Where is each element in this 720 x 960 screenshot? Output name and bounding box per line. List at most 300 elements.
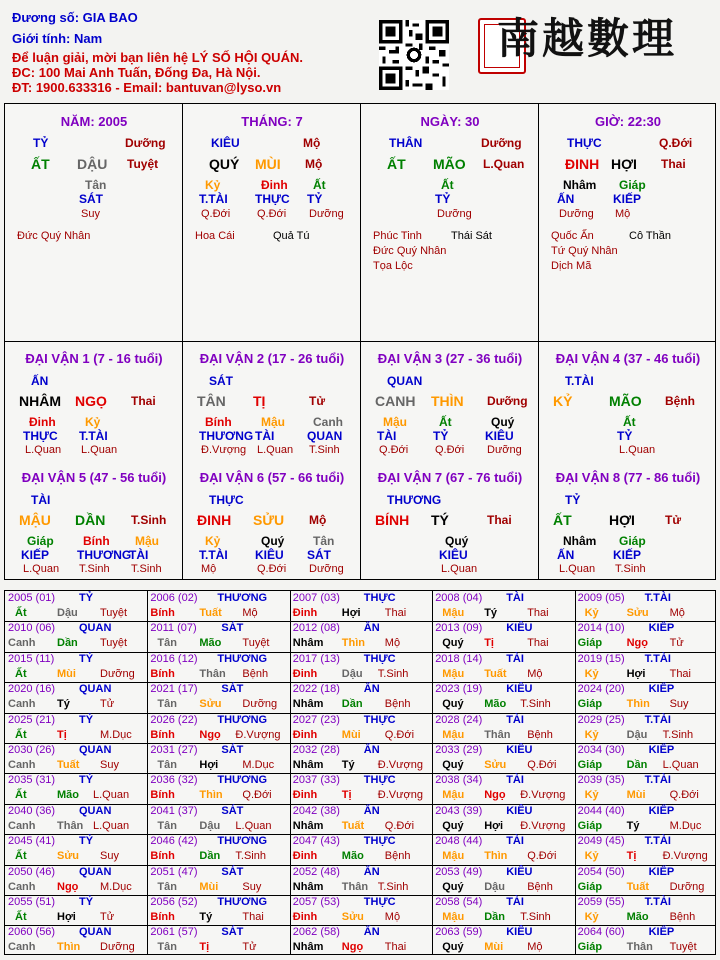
year-stem: Quý — [442, 819, 464, 832]
pillar-stage: Dưỡng — [481, 136, 522, 150]
year-stage: Đ.Vượng — [377, 789, 423, 802]
special-star: Hoa Cái — [195, 230, 235, 242]
year-label: 2016 (12) — [150, 652, 198, 665]
annual-year-cell[interactable] — [575, 652, 717, 682]
annual-year-cell[interactable] — [147, 743, 289, 773]
year-ten-god: QUAN — [79, 926, 112, 939]
year-branch: Mão — [199, 637, 222, 650]
year-branch: Hợi — [341, 607, 361, 619]
year-label: 2008 (04) — [435, 592, 483, 604]
pillar-stage: Q.Đới — [659, 136, 693, 150]
year-ten-god: TỶ — [79, 713, 94, 726]
dai-van-ten-god: THỰC — [209, 493, 244, 507]
annual-year-cell[interactable] — [5, 713, 147, 743]
year-ten-god: ẤN — [363, 865, 380, 878]
annual-year-cell[interactable] — [147, 652, 289, 682]
annual-year-cell[interactable] — [5, 621, 147, 651]
year-label: 2026 (22) — [150, 713, 198, 726]
annual-year-cell[interactable] — [290, 743, 432, 773]
dai-van-stage: Dưỡng — [487, 394, 528, 408]
year-ten-god: KIẾP — [648, 744, 675, 756]
annual-year-cell[interactable] — [290, 925, 432, 955]
annual-year-cell[interactable] — [575, 895, 717, 925]
dai-van-stage: T.Sinh — [131, 513, 167, 527]
year-label: 2011 (07) — [150, 622, 197, 635]
year-stage: Bệnh — [384, 698, 411, 711]
year-branch: Mùi — [341, 728, 361, 741]
annual-year-cell[interactable] — [5, 682, 147, 712]
year-stem: Đinh — [292, 728, 318, 741]
year-stage: Dưỡng — [100, 941, 135, 954]
dai-van-cell — [361, 341, 539, 460]
year-branch: Thân — [341, 880, 369, 893]
year-stage: Q.Đới — [669, 789, 699, 802]
year-label: 2037 (33) — [292, 774, 340, 787]
annual-year-cell[interactable] — [575, 682, 717, 712]
annual-year-cell[interactable] — [5, 652, 147, 682]
hidden-stage: Q.Đới — [257, 563, 287, 575]
year-branch: Sửu — [199, 698, 222, 711]
year-stem: Canh — [8, 637, 36, 650]
year-branch: Tuất — [57, 759, 80, 771]
year-stage: Đ.Vượng — [520, 789, 566, 802]
year-stem: Ất — [15, 728, 27, 741]
hidden-ten-god: THƯƠNG — [77, 548, 132, 562]
annual-year-cell[interactable] — [432, 652, 574, 682]
year-stage: Q.Đới — [527, 850, 557, 863]
year-branch: Tị — [199, 941, 210, 954]
pillar-heavenly-stem: QUÝ — [209, 156, 240, 172]
annual-year-cell[interactable] — [432, 865, 574, 895]
year-ten-god: T.TÀI — [644, 896, 671, 908]
year-stage: T.Sinh — [235, 850, 266, 863]
year-ten-god: SÁT — [221, 744, 244, 756]
year-stem: Canh — [8, 698, 36, 711]
dai-van-ten-god: TỶ — [565, 493, 581, 507]
hidden-stem: Kỷ — [205, 534, 221, 548]
year-stem: Ất — [15, 789, 27, 802]
year-ten-god: KIẾP — [648, 865, 675, 878]
dai-van-ten-god: SÁT — [209, 374, 233, 388]
hidden-ten-god: TỶ — [617, 429, 633, 443]
annual-year-cell[interactable] — [290, 865, 432, 895]
year-stem: Mậu — [442, 728, 465, 741]
year-ten-god: KIÊU — [506, 804, 533, 817]
hidden-stem: Tân — [85, 178, 107, 192]
dai-van-ten-god: TÀI — [31, 493, 51, 507]
year-ten-god: ẤN — [363, 926, 380, 939]
year-stem: Kỷ — [584, 728, 599, 741]
pillar-title: NĂM: 2005 — [60, 114, 128, 129]
year-stem: Ất — [15, 911, 27, 923]
year-stage: Mộ — [669, 607, 685, 619]
year-ten-god: TÀI — [506, 774, 524, 787]
year-ten-god: TÀI — [506, 835, 524, 848]
year-label: 2021 (17) — [150, 683, 198, 696]
year-stem: Quý — [442, 880, 464, 893]
year-stem: Đinh — [292, 911, 318, 923]
annual-year-cell[interactable] — [147, 804, 289, 834]
annual-year-cell[interactable] — [575, 591, 717, 621]
year-label: 2012 (08) — [292, 622, 340, 635]
annual-year-cell[interactable] — [147, 713, 289, 743]
annual-year-cell[interactable] — [575, 804, 717, 834]
year-branch: Tý — [626, 819, 640, 832]
annual-year-cell[interactable] — [5, 834, 147, 864]
year-label: 2027 (23) — [292, 713, 340, 726]
dai-van-cell — [5, 460, 183, 579]
annual-year-cell[interactable] — [432, 621, 574, 651]
year-ten-god: THƯƠNG — [217, 592, 268, 604]
dai-van-title: ĐẠI VẬN 6 (57 - 66 tuổi) — [199, 470, 345, 485]
year-stem: Kỷ — [584, 667, 599, 680]
owner-name: Đương số: GIA BAO — [12, 10, 138, 25]
hidden-stage: L.Quan — [559, 563, 596, 575]
year-label: 2014 (10) — [577, 622, 625, 635]
year-branch: Dần — [57, 637, 78, 650]
year-stem: Giáp — [577, 637, 603, 650]
year-branch: Hợi — [484, 819, 504, 832]
year-stem: Bính — [150, 789, 175, 802]
year-branch: Thìn — [626, 698, 650, 711]
pillar-branch-stage: L.Quan — [483, 157, 525, 171]
pillar-branch-stage: Mộ — [305, 157, 323, 171]
year-stem: Giáp — [577, 759, 603, 771]
annual-year-cell[interactable] — [575, 925, 717, 955]
dai-van-branch: TÝ — [431, 512, 449, 528]
year-stem: Ất — [15, 850, 27, 863]
dai-van-stage: Thai — [131, 394, 156, 408]
year-ten-god: QUAN — [79, 622, 112, 635]
annual-year-cell[interactable] — [290, 621, 432, 651]
year-branch: Dậu — [626, 728, 648, 741]
annual-year-cell[interactable] — [432, 804, 574, 834]
hidden-stage: Mộ — [615, 208, 631, 220]
year-stage: Thai — [384, 607, 407, 619]
year-label: 2051 (47) — [150, 865, 198, 878]
annual-year-cell[interactable] — [147, 895, 289, 925]
year-stage: Thai — [242, 911, 264, 923]
year-branch: Thân — [57, 819, 84, 832]
year-label: 2015 (11) — [8, 652, 55, 665]
pillar-column — [361, 104, 539, 341]
year-stage: Tử — [242, 941, 257, 954]
year-label: 2035 (31) — [8, 774, 56, 787]
hidden-stage: L.Quan — [257, 444, 294, 456]
year-stem: Kỷ — [584, 607, 599, 619]
year-branch: Dần — [341, 698, 363, 711]
year-ten-god: T.TÀI — [644, 652, 671, 665]
special-star: Đức Quý Nhân — [17, 230, 91, 242]
pillar-stage: Dưỡng — [125, 136, 166, 150]
annual-year-cell[interactable] — [5, 804, 147, 834]
dai-van-cell — [183, 460, 361, 579]
year-branch: Sửu — [57, 850, 80, 863]
annual-year-cell[interactable] — [5, 591, 147, 621]
annual-year-cell[interactable] — [432, 834, 574, 864]
annual-year-cell[interactable] — [147, 834, 289, 864]
year-stem: Bính — [150, 607, 175, 619]
year-ten-god: THƯƠNG — [217, 896, 268, 908]
hidden-ten-god: TỶ — [435, 192, 451, 206]
year-stem: Tân — [157, 819, 177, 832]
year-stem: Mậu — [442, 607, 465, 619]
year-label: 2009 (05) — [577, 592, 625, 604]
dai-van-title: ĐẠI VẬN 5 (47 - 56 tuổi) — [21, 470, 167, 485]
dai-van-stem: CANH — [375, 393, 416, 409]
year-ten-god: KIẾP — [648, 683, 675, 696]
hidden-stage: T.Sinh — [615, 563, 646, 575]
year-stem: Kỷ — [584, 850, 599, 863]
hidden-stem: Đinh — [29, 415, 56, 429]
year-stage: Dưỡng — [669, 880, 705, 893]
year-ten-god: THỰC — [363, 713, 396, 726]
hidden-ten-god: THỰC — [255, 192, 290, 206]
dai-van-stage: Bệnh — [665, 394, 695, 408]
hidden-stem: Mậu — [383, 415, 407, 429]
year-stage: Q.Đới — [527, 759, 557, 771]
hidden-ten-god: KIÊU — [485, 429, 514, 443]
pillar-ten-god: KIÊU — [211, 136, 240, 150]
hidden-stage: T.Sinh — [309, 444, 340, 456]
year-ten-god: SÁT — [221, 683, 244, 696]
year-stage: T.Sinh — [377, 880, 409, 893]
year-ten-god: SÁT — [221, 804, 244, 817]
year-stem: Mậu — [442, 789, 465, 802]
annual-year-cell[interactable] — [432, 773, 574, 803]
year-stem: Mậu — [442, 911, 465, 923]
annual-year-cell[interactable] — [290, 773, 432, 803]
hidden-ten-god: QUAN — [307, 429, 343, 443]
year-stem: Đinh — [292, 789, 318, 802]
year-label: 2057 (53) — [292, 896, 340, 908]
year-stem: Tân — [157, 637, 177, 650]
year-branch: Mão — [341, 850, 364, 863]
year-ten-god: T.TÀI — [644, 592, 671, 604]
year-stage: Bệnh — [669, 911, 696, 923]
dai-van-ten-god: QUAN — [387, 374, 423, 388]
hidden-stage: L.Quan — [441, 563, 478, 575]
hidden-stem: Giáp — [27, 534, 54, 548]
year-stage: L.Quan — [235, 819, 272, 832]
special-star: Đức Quý Nhân — [373, 245, 447, 257]
dai-van-title: ĐẠI VẬN 4 (37 - 46 tuổi) — [555, 351, 701, 366]
year-ten-god: KIẾP — [648, 622, 675, 635]
hidden-stage: Đ.Vượng — [201, 444, 247, 456]
four-pillars-chart — [4, 103, 716, 580]
annual-year-cell[interactable] — [5, 925, 147, 955]
address: ĐC: 100 Mai Anh Tuấn, Đống Đa, Hà Nội. — [12, 65, 261, 80]
year-ten-god: SÁT — [221, 622, 244, 635]
annual-year-cell[interactable] — [5, 743, 147, 773]
year-label: 2064 (60) — [577, 926, 625, 939]
qr-code-icon[interactable] — [379, 20, 449, 90]
dai-van-stage: Tử — [309, 394, 326, 408]
year-branch: Tý — [341, 759, 355, 771]
dai-van-title: ĐẠI VẬN 7 (67 - 76 tuổi) — [377, 470, 523, 485]
pillar-heavenly-stem: ẤT — [31, 156, 50, 172]
year-label: 2058 (54) — [435, 896, 483, 908]
year-ten-god: THỰC — [363, 652, 396, 665]
annual-year-cell[interactable] — [5, 865, 147, 895]
hidden-stem: Quý — [445, 534, 469, 548]
annual-year-cell[interactable] — [575, 773, 717, 803]
pillar-branch-stage: Thai — [661, 157, 686, 171]
year-stage: Thai — [384, 941, 407, 954]
year-stage: T.Sinh — [662, 728, 694, 741]
year-ten-god: TÀI — [506, 592, 524, 604]
hidden-stage: Suy — [81, 208, 100, 220]
year-ten-god: THỰC — [363, 835, 396, 848]
year-stage: Tử — [100, 911, 115, 923]
year-label: 2010 (06) — [8, 622, 56, 635]
year-label: 2054 (50) — [577, 865, 625, 878]
year-label: 2044 (40) — [577, 804, 625, 817]
year-stage: M.Dục — [669, 819, 702, 832]
year-stage: Đ.Vượng — [520, 819, 566, 832]
annual-luck-table — [4, 590, 716, 955]
year-label: 2043 (39) — [435, 804, 483, 817]
year-branch: Thìn — [57, 941, 81, 954]
hidden-stem: Ất — [441, 178, 454, 192]
hidden-stage: Dưỡng — [437, 208, 472, 220]
year-stage: Mộ — [384, 911, 401, 923]
annual-year-cell[interactable] — [290, 804, 432, 834]
year-stage: Suy — [669, 698, 689, 711]
year-branch: Thìn — [484, 850, 508, 863]
dai-van-stem: KỶ — [553, 393, 573, 409]
year-branch: Mùi — [626, 789, 646, 802]
hidden-stage: L.Quan — [619, 444, 656, 456]
hidden-stage: T.Sinh — [131, 563, 162, 575]
year-label: 2050 (46) — [8, 865, 56, 878]
year-branch: Thìn — [341, 637, 366, 650]
year-ten-god: TỶ — [79, 774, 94, 787]
year-branch: Mão — [484, 698, 507, 711]
annual-year-cell[interactable] — [5, 773, 147, 803]
hidden-ten-god: TÀI — [377, 429, 397, 443]
annual-year-cell[interactable] — [432, 925, 574, 955]
pillar-earthly-branch: DẬU — [77, 156, 108, 172]
header — [0, 0, 720, 100]
year-branch: Dậu — [57, 607, 78, 619]
dai-van-branch: DẦN — [75, 512, 106, 528]
annual-year-cell[interactable] — [147, 591, 289, 621]
year-branch: Mùi — [484, 941, 504, 954]
pillar-branch-stage: Tuyệt — [127, 157, 159, 171]
pillar-earthly-branch: HỢI — [611, 156, 637, 172]
year-label: 2033 (29) — [435, 744, 483, 756]
hidden-stage: Q.Đới — [257, 208, 287, 220]
annual-year-cell[interactable] — [290, 652, 432, 682]
year-branch: Hợi — [57, 911, 76, 923]
year-branch: Ngọ — [626, 637, 648, 650]
year-label: 2024 (20) — [577, 683, 625, 696]
year-ten-god: QUAN — [79, 865, 112, 878]
hidden-stem: Giáp — [619, 178, 646, 192]
annual-year-cell[interactable] — [290, 895, 432, 925]
annual-year-cell[interactable] — [575, 621, 717, 651]
year-stage: Tử — [669, 637, 684, 650]
year-ten-god: THỰC — [363, 592, 396, 604]
annual-year-cell[interactable] — [147, 682, 289, 712]
hidden-stage: Q.Đới — [201, 208, 231, 220]
year-stage: Thai — [527, 607, 549, 619]
annual-year-cell[interactable] — [432, 895, 574, 925]
year-ten-god: T.TÀI — [644, 774, 671, 787]
year-stage: Thai — [669, 667, 691, 680]
year-stem: Đinh — [292, 667, 318, 680]
year-stage: Tuyệt — [100, 637, 128, 650]
year-label: 2056 (52) — [150, 896, 198, 908]
annual-year-cell[interactable] — [290, 713, 432, 743]
year-stem: Quý — [442, 941, 464, 954]
dai-van-stem: ẤT — [553, 512, 572, 528]
contact-note: Để luận giải, mời bạn liên hệ LÝ SỐ HỘI QUÁN. — [12, 50, 303, 65]
annual-year-cell[interactable] — [147, 621, 289, 651]
annual-year-cell[interactable] — [147, 925, 289, 955]
year-branch: Thân — [484, 728, 511, 741]
annual-year-cell[interactable] — [147, 773, 289, 803]
hidden-stage: Dưỡng — [309, 208, 344, 220]
year-label: 2032 (28) — [292, 744, 340, 756]
year-branch: Tị — [626, 850, 637, 863]
year-stage: Tuyệt — [669, 941, 697, 954]
year-label: 2062 (58) — [292, 926, 340, 939]
annual-year-cell[interactable] — [575, 713, 717, 743]
pillar-column — [5, 104, 183, 341]
year-label: 2038 (34) — [435, 774, 483, 787]
year-ten-god: QUAN — [79, 744, 112, 756]
hidden-ten-god: ẤN — [557, 548, 575, 562]
year-label: 2045 (41) — [8, 835, 56, 848]
hidden-ten-god: T.TÀI — [199, 192, 228, 206]
annual-year-cell[interactable] — [290, 682, 432, 712]
pillar-heavenly-stem: ĐINH — [565, 156, 600, 172]
annual-year-cell[interactable] — [432, 591, 574, 621]
year-branch: Dần — [484, 911, 505, 923]
year-stem: Mậu — [442, 850, 465, 863]
year-ten-god: TÀI — [506, 896, 524, 908]
hidden-stem: Quý — [261, 534, 285, 548]
year-ten-god: THỰC — [363, 896, 396, 908]
annual-year-cell[interactable] — [290, 591, 432, 621]
dai-van-ten-god: THƯƠNG — [387, 493, 442, 507]
hidden-stage: Dưỡng — [487, 444, 522, 456]
annual-year-cell[interactable] — [290, 834, 432, 864]
annual-year-cell[interactable] — [432, 682, 574, 712]
year-stage: L.Quan — [93, 819, 130, 832]
year-stem: Nhâm — [292, 880, 324, 893]
annual-year-cell[interactable] — [432, 743, 574, 773]
annual-year-cell[interactable] — [575, 834, 717, 864]
annual-year-cell[interactable] — [5, 895, 147, 925]
year-label: 2048 (44) — [435, 835, 483, 848]
annual-year-cell[interactable] — [147, 865, 289, 895]
annual-year-cell[interactable] — [575, 865, 717, 895]
year-branch: Tị — [484, 637, 494, 650]
annual-year-cell[interactable] — [432, 713, 574, 743]
year-branch: Hợi — [199, 759, 219, 771]
year-ten-god: QUAN — [79, 683, 112, 696]
hidden-stem: Giáp — [619, 534, 646, 548]
hidden-stage: Q.Đới — [379, 444, 409, 456]
annual-year-cell[interactable] — [575, 743, 717, 773]
year-stage: Suy — [100, 759, 119, 771]
dai-van-stage: Thai — [487, 513, 512, 527]
year-label: 2013 (09) — [435, 622, 483, 635]
year-stage: T.Sinh — [520, 698, 551, 711]
